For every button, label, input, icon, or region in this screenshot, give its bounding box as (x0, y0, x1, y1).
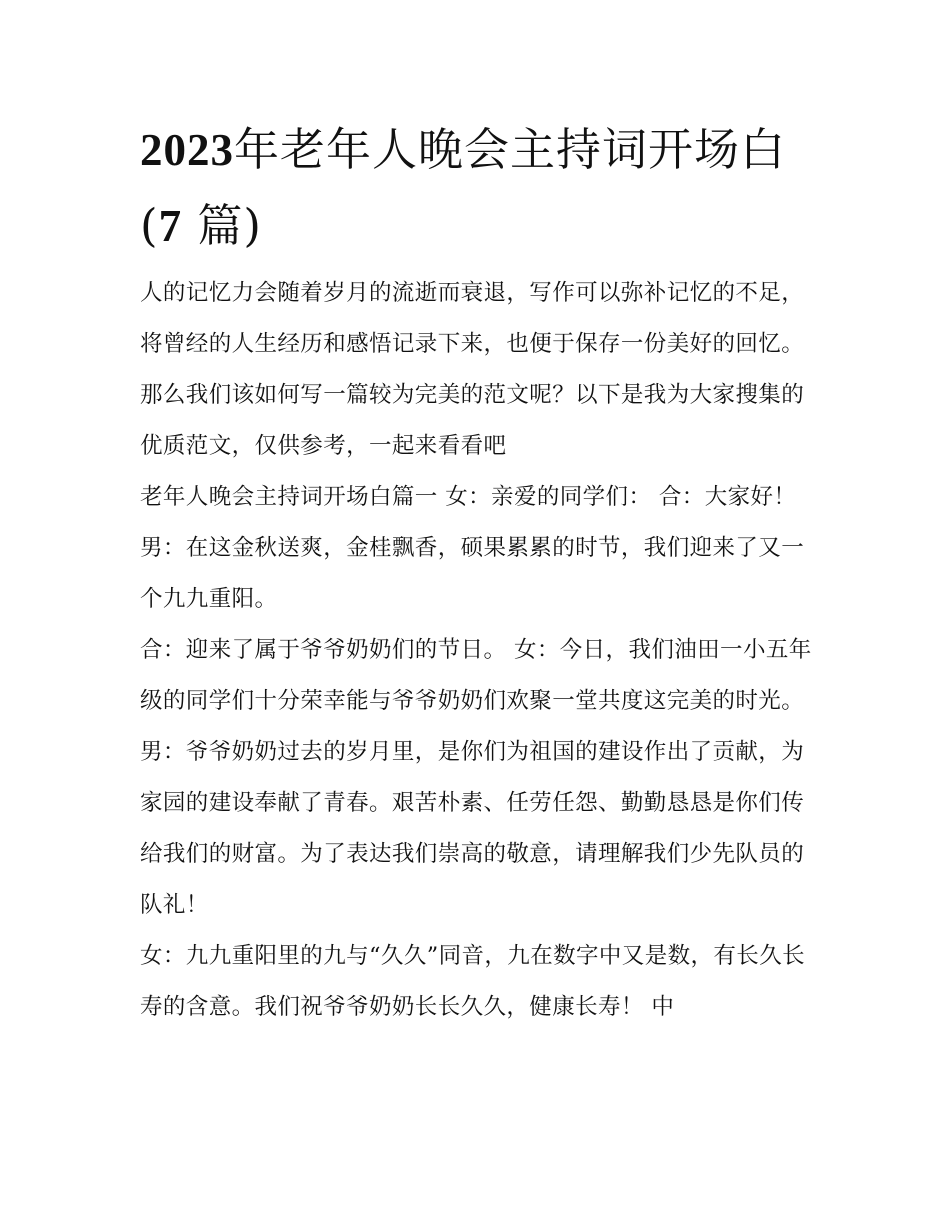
intro-paragraph: 人的记忆力会随着岁月的流逝而衰退，写作可以弥补记忆的不足，将曾经的人生经历和感悟记录下来，也便于保存一份美好的回忆。那么我们该如何写一篇较为完美的范文呢？以下是我为大家搜集的优质范文，仅供参考，一起来看看吧 (140, 280, 805, 459)
body-paragraph-3: 男：爷爷奶奶过去的岁月里，是你们为祖国的建设作出了贡献，为家园的建设奉献了青春。艰苦朴素、任劳任怨、勤勤恳恳是你们传给我们的财富。为了表达我们崇高的敬意，请理解我们少先队员的队礼！ (140, 739, 805, 918)
title-text: 年老年人晚会主持词开场白( (140, 123, 787, 252)
document-page (140, 112, 815, 1033)
body-paragraph-4: 女：九九重阳里的九与“久久”同音，九在数字中又是数，有长久长寿的含意。我们祝爷爷奶奶长长久久，健康长寿！ 中 (140, 943, 806, 1020)
title-year: 2023 (140, 125, 234, 175)
document-title (140, 112, 815, 264)
title-suffix: 篇) (182, 199, 262, 252)
title-count: 7 (158, 201, 183, 251)
body-paragraph-1: 老年人晚会主持词开场白篇一 女：亲爱的同学们： 合：大家好！ 男：在这金秋送爽，金桂飘香，硕果累累的时节，我们迎来了又一个九九重阳。 (140, 484, 805, 612)
body-paragraph-2: 合：迎来了属于爷爷奶奶们的节日。 女：今日，我们油田一小五年级的同学们十分荣幸能与爷爷奶奶们欢聚一堂共度这完美的时光。 (140, 637, 812, 714)
